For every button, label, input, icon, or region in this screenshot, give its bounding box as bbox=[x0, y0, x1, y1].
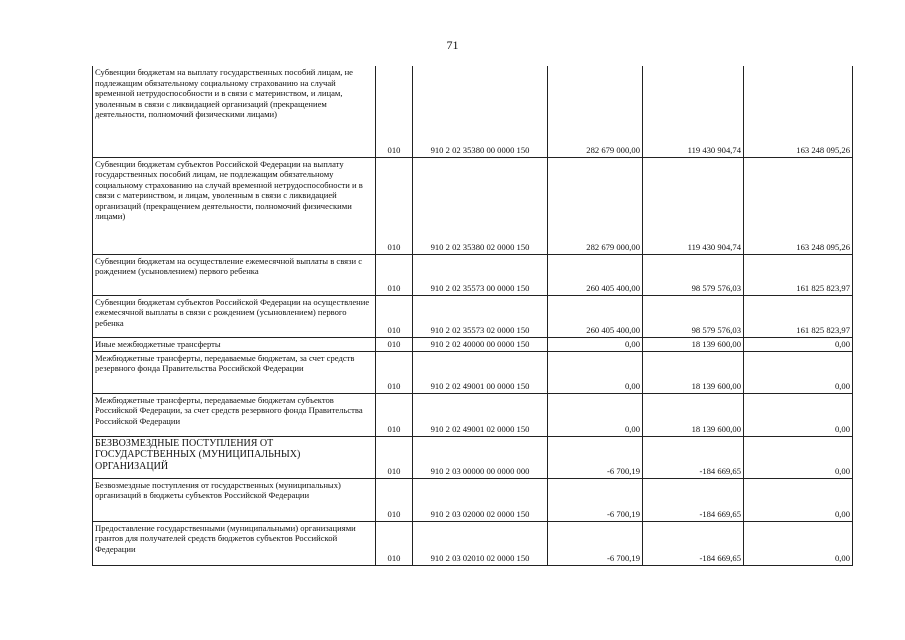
row-remaining: 163 248 095,26 bbox=[744, 66, 853, 157]
row-kbk: 910 2 02 35573 00 0000 150 bbox=[413, 254, 548, 295]
table-row bbox=[93, 254, 853, 295]
row-code: 010 bbox=[376, 66, 413, 157]
row-remaining: 161 825 823,97 bbox=[744, 295, 853, 337]
table-row bbox=[93, 351, 853, 393]
budget-revenue-table bbox=[92, 66, 853, 566]
row-name: Предоставление государственными (муниципальными) организациями грантов для получателей средств бюджетов субъектов Российской Федерации bbox=[93, 521, 376, 565]
row-approved: 260 405 400,00 bbox=[548, 254, 643, 295]
row-kbk: 910 2 02 35380 00 0000 150 bbox=[413, 66, 548, 157]
row-executed: 18 139 600,00 bbox=[643, 337, 744, 351]
row-name: Межбюджетные трансферты, передаваемые бюджетам субъектов Российской Федерации, за счет средств резервного фонда Правительства Российской Федерации bbox=[93, 393, 376, 436]
row-name: Субвенции бюджетам субъектов Российской Федерации на выплату государственных пособий лицам, не подлежащим обязательному социальному страхованию на случай временной нетрудоспособности и в связи с материнством, и лицам, уволенным в связи с ликвидацией организаций (прекращением деятельности, полномочий физическими лицами) bbox=[93, 157, 376, 254]
row-code: 010 bbox=[376, 157, 413, 254]
row-name: БЕЗВОЗМЕЗДНЫЕ ПОСТУПЛЕНИЯ ОТ ГОСУДАРСТВЕННЫХ (МУНИЦИПАЛЬНЫХ) ОРГАНИЗАЦИЙ bbox=[93, 436, 376, 478]
row-executed: 119 430 904,74 bbox=[643, 66, 744, 157]
table-row bbox=[93, 157, 853, 254]
page-number: 71 bbox=[446, 38, 459, 52]
row-remaining: 0,00 bbox=[744, 337, 853, 351]
row-code: 010 bbox=[376, 254, 413, 295]
row-name: Субвенции бюджетам на осуществление ежемесячной выплаты в связи с рождением (усыновлением) первого ребенка bbox=[93, 254, 376, 295]
row-kbk: 910 2 02 40000 00 0000 150 bbox=[413, 337, 548, 351]
row-code: 010 bbox=[376, 436, 413, 478]
row-kbk: 910 2 03 02000 02 0000 150 bbox=[413, 478, 548, 521]
row-executed: 18 139 600,00 bbox=[643, 393, 744, 436]
row-executed: -184 669,65 bbox=[643, 478, 744, 521]
row-kbk: 910 2 02 35573 02 0000 150 bbox=[413, 295, 548, 337]
row-remaining: 0,00 bbox=[744, 521, 853, 565]
row-approved: -6 700,19 bbox=[548, 436, 643, 478]
row-executed: -184 669,65 bbox=[643, 436, 744, 478]
row-executed: 98 579 576,03 bbox=[643, 254, 744, 295]
row-remaining: 163 248 095,26 bbox=[744, 157, 853, 254]
row-kbk: 910 2 03 02010 02 0000 150 bbox=[413, 521, 548, 565]
row-executed: 119 430 904,74 bbox=[643, 157, 744, 254]
row-code: 010 bbox=[376, 393, 413, 436]
row-approved: 0,00 bbox=[548, 393, 643, 436]
row-executed: 18 139 600,00 bbox=[643, 351, 744, 393]
row-approved: 260 405 400,00 bbox=[548, 295, 643, 337]
row-code: 010 bbox=[376, 351, 413, 393]
row-name: Безвозмездные поступления от государственных (муниципальных) организаций в бюджеты субъектов Российской Федерации bbox=[93, 478, 376, 521]
row-executed: -184 669,65 bbox=[643, 521, 744, 565]
table-row bbox=[93, 436, 853, 478]
row-approved: -6 700,19 bbox=[548, 521, 643, 565]
table-row bbox=[93, 66, 853, 157]
row-code: 010 bbox=[376, 295, 413, 337]
table-row bbox=[93, 295, 853, 337]
table-row bbox=[93, 478, 853, 521]
row-approved: -6 700,19 bbox=[548, 478, 643, 521]
row-executed: 98 579 576,03 bbox=[643, 295, 744, 337]
row-remaining: 0,00 bbox=[744, 351, 853, 393]
row-remaining: 161 825 823,97 bbox=[744, 254, 853, 295]
row-kbk: 910 2 02 49001 02 0000 150 bbox=[413, 393, 548, 436]
table-row bbox=[93, 521, 853, 565]
table-row bbox=[93, 337, 853, 351]
table-row bbox=[93, 393, 853, 436]
row-approved: 282 679 000,00 bbox=[548, 66, 643, 157]
row-approved: 282 679 000,00 bbox=[548, 157, 643, 254]
row-remaining: 0,00 bbox=[744, 478, 853, 521]
row-kbk: 910 2 02 49001 00 0000 150 bbox=[413, 351, 548, 393]
row-approved: 0,00 bbox=[548, 351, 643, 393]
row-name: Субвенции бюджетам на выплату государственных пособий лицам, не подлежащим обязательному социальному страхованию на случай временной нетрудоспособности и в связи с материнством, и лицам, уволенным в связи с ликвидацией организаций (прекращением деятельности, полномочий физическими лицами) bbox=[93, 66, 376, 157]
row-code: 010 bbox=[376, 478, 413, 521]
row-name: Субвенции бюджетам субъектов Российской Федерации на осуществление ежемесячной выплаты в связи с рождением (усыновлением) первого ребенка bbox=[93, 295, 376, 337]
row-name: Межбюджетные трансферты, передаваемые бюджетам, за счет средств резервного фонда Правительства Российской Федерации bbox=[93, 351, 376, 393]
row-kbk: 910 2 02 35380 02 0000 150 bbox=[413, 157, 548, 254]
row-code: 010 bbox=[376, 521, 413, 565]
row-remaining: 0,00 bbox=[744, 436, 853, 478]
row-remaining: 0,00 bbox=[744, 393, 853, 436]
row-code: 010 bbox=[376, 337, 413, 351]
row-kbk: 910 2 03 00000 00 0000 000 bbox=[413, 436, 548, 478]
row-name: Иные межбюджетные трансферты bbox=[93, 337, 376, 351]
row-approved: 0,00 bbox=[548, 337, 643, 351]
